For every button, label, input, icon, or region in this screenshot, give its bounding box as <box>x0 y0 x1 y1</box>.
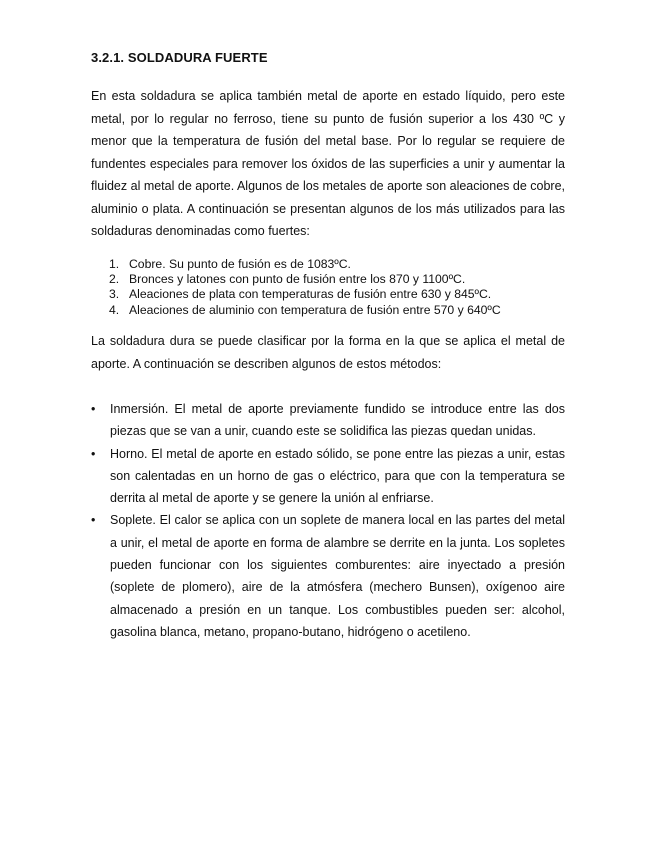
bullet-icon: • <box>91 513 96 528</box>
list-item-text: Soplete. El calor se aplica con un soplete de manera local en las partes del metal a unir, el metal de aporte en forma de alambre se derrite en la junta. Los sopletes pueden funcionar con los siguientes comburentes: aire inyectado a presión (soplete de plomero), aire de la atmósfera (mechero Bunsen), oxígenoo aire almacenado a presión en un tanque. Los combustibles pueden ser: alcohol, gasolina blanca, metano, propano-butano, hidrógeno o acetileno. <box>110 513 565 639</box>
filler-metals-list <box>109 257 565 318</box>
bullet-icon: • <box>91 402 96 416</box>
section-heading: 3.2.1. SOLDADURA FUERTE <box>91 50 268 65</box>
methods-list <box>91 398 565 643</box>
methods-intro-paragraph: La soldadura dura se puede clasificar por la forma en la que se aplica el metal de aporte. A continuación se describen algunos de estos métodos: <box>91 334 565 371</box>
list-item <box>109 287 565 302</box>
list-item <box>91 398 565 443</box>
list-item-text: Horno. El metal de aporte en estado sólido, se pone entre las piezas a unir, estas son calentadas en un horno de gas o eléctrico, para que con la temperatura se derrita al metal de aporte y se genere la unión al enfriarse. <box>110 446 565 506</box>
list-number: 2. <box>109 272 120 287</box>
list-item <box>91 443 565 510</box>
list-item <box>109 303 565 318</box>
list-item <box>109 272 565 287</box>
list-number: 3. <box>109 287 120 302</box>
intro-paragraph: En esta soldadura se aplica también metal de aporte en estado líquido, pero este metal, por lo regular no ferroso, tiene su punto de fusión superior a los 430 ºC y menor que la temperatura de fusión del metal base. Por lo regular se requiere de fundentes especiales para remover los óxidos de las superficies a unir y aumentar la fluidez al metal de aporte. Algunos de los metales de aporte son aleaciones de cobre, aluminio o plata. A continuación se presentan algunos de los más utilizados para las soldaduras denominadas como fuertes: <box>91 89 565 238</box>
list-item-text: Inmersión. El metal de aporte previamente fundido se introduce entre las dos piezas que se van a unir, cuando este se solidifica las piezas quedan unidas. <box>110 402 565 439</box>
list-item <box>91 509 565 643</box>
list-number: 1. <box>109 257 120 271</box>
list-item-text: Aleaciones de plata con temperaturas de fusión entre 630 y 845ºC. <box>129 287 492 302</box>
list-item-text: Aleaciones de aluminio con temperatura de fusión entre 570 y 640ºC <box>129 302 501 317</box>
list-number: 4. <box>109 302 120 317</box>
list-item-text: Cobre. Su punto de fusión es de 1083ºC. <box>129 257 351 271</box>
list-item <box>109 257 565 272</box>
bullet-icon: • <box>91 446 96 461</box>
list-item-text: Bronces y latones con punto de fusión entre los 870 y 1100ºC. <box>129 272 466 287</box>
